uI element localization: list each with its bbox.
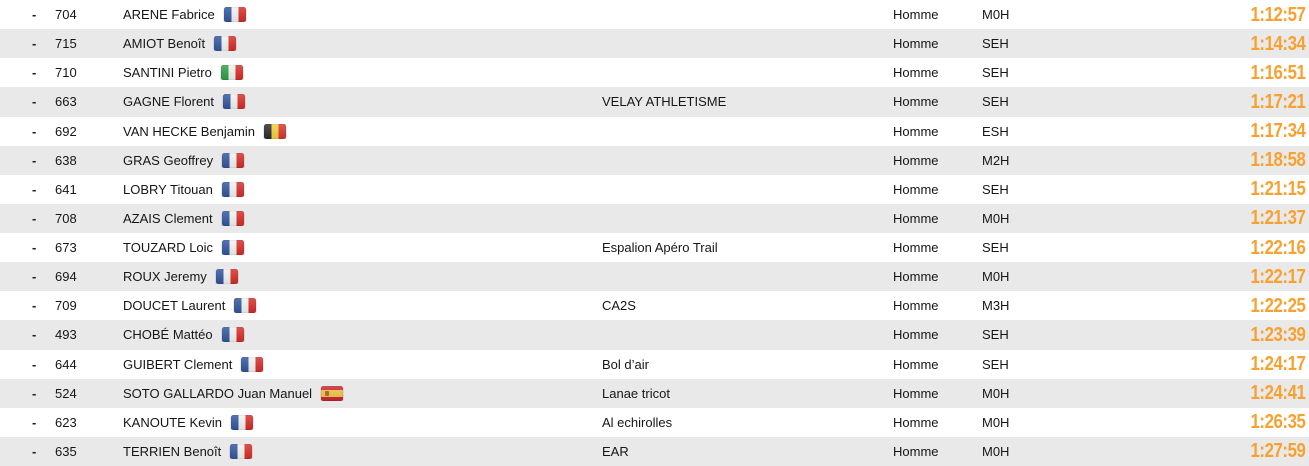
gender-label: Homme	[893, 7, 939, 23]
bib-number: 663	[55, 94, 77, 110]
gender-label: Homme	[893, 210, 939, 226]
club-name: Espalion Apéro Trail	[602, 240, 718, 256]
finish-time: 1:17:34	[1250, 121, 1305, 142]
bib-number: 709	[55, 298, 77, 314]
table-row[interactable]	[0, 0, 1309, 29]
finish-time: 1:22:25	[1250, 295, 1305, 316]
gender-label: Homme	[893, 356, 939, 372]
table-row[interactable]	[0, 58, 1309, 87]
rank-cell: -	[32, 269, 37, 285]
gender-label: Homme	[893, 385, 939, 401]
table-row[interactable]	[0, 320, 1309, 349]
flag-france-icon	[222, 211, 244, 226]
gender-label: Homme	[893, 414, 939, 430]
category-code: M2H	[982, 152, 1010, 168]
rank-cell: -	[32, 36, 37, 52]
finish-time: 1:26:35	[1250, 412, 1305, 433]
runner-name-cell	[123, 357, 602, 372]
rank-cell: -	[32, 327, 37, 343]
category-code: M0H	[982, 7, 1010, 23]
time-cell	[1103, 121, 1309, 141]
bib-number: 694	[55, 269, 77, 285]
table-row[interactable]	[0, 291, 1309, 320]
table-row[interactable]	[0, 204, 1309, 233]
finish-time: 1:22:16	[1250, 237, 1305, 258]
category-code: M0H	[982, 443, 1010, 459]
rank-cell: -	[32, 152, 37, 168]
bib-number: 710	[55, 65, 77, 81]
flag-france-icon	[234, 298, 256, 313]
table-row[interactable]	[0, 233, 1309, 262]
finish-time: 1:23:39	[1250, 324, 1305, 345]
flag-france-icon	[231, 415, 253, 430]
club-name: EAR	[602, 443, 629, 459]
runner-name-cell	[123, 36, 602, 51]
time-cell	[1103, 238, 1309, 258]
category-code: M0H	[982, 414, 1010, 430]
flag-france-icon	[216, 269, 238, 284]
category-code: ESH	[982, 123, 1009, 139]
runner-name: VAN HECKE Benjamin	[123, 123, 255, 139]
category-code: SEH	[982, 327, 1009, 343]
category-code: M0H	[982, 385, 1010, 401]
flag-france-icon	[222, 327, 244, 342]
time-cell	[1103, 325, 1309, 345]
runner-name: ARENE Fabrice	[123, 7, 215, 23]
finish-time: 1:21:37	[1250, 208, 1305, 229]
club-name: Al echirolles	[602, 414, 673, 430]
bib-number: 704	[55, 7, 77, 23]
runner-name-cell	[123, 298, 602, 313]
rank-cell: -	[32, 240, 37, 256]
runner-name-cell	[123, 65, 602, 80]
category-code: M0H	[982, 269, 1010, 285]
club-name: Bol d’air	[602, 356, 649, 372]
runner-name: TERRIEN Benoît	[123, 443, 222, 459]
runner-name: AMIOT Benoît	[123, 36, 206, 52]
bib-number: 524	[55, 385, 77, 401]
finish-time: 1:12:57	[1250, 4, 1305, 25]
flag-france-icon	[222, 240, 244, 255]
flag-france-icon	[230, 444, 252, 459]
category-code: SEH	[982, 36, 1009, 52]
rank-cell: -	[32, 356, 37, 372]
category-code: SEH	[982, 94, 1009, 110]
runner-name: TOUZARD Loic	[123, 240, 214, 256]
flag-france-icon	[223, 94, 245, 109]
rank-cell: -	[32, 414, 37, 430]
runner-name-cell	[123, 386, 602, 401]
rank-cell: -	[32, 94, 37, 110]
rank-cell: -	[32, 7, 37, 23]
finish-time: 1:18:58	[1250, 150, 1305, 171]
bib-number: 708	[55, 210, 77, 226]
runner-name-cell	[123, 94, 602, 109]
runner-name: GRAS Geoffrey	[123, 152, 214, 168]
category-code: SEH	[982, 240, 1009, 256]
flag-france-icon	[222, 153, 244, 168]
time-cell	[1103, 179, 1309, 199]
gender-label: Homme	[893, 36, 939, 52]
runner-name: LOBRY Titouan	[123, 181, 213, 197]
runner-name-cell	[123, 211, 602, 226]
category-code: SEH	[982, 181, 1009, 197]
time-cell	[1103, 5, 1309, 25]
time-cell	[1103, 267, 1309, 287]
table-row[interactable]	[0, 408, 1309, 437]
flag-france-icon	[222, 182, 244, 197]
rank-cell: -	[32, 385, 37, 401]
finish-time: 1:14:34	[1250, 33, 1305, 54]
rank-cell: -	[32, 210, 37, 226]
table-row[interactable]	[0, 87, 1309, 116]
flag-france-icon	[224, 7, 246, 22]
time-cell	[1103, 208, 1309, 228]
gender-label: Homme	[893, 152, 939, 168]
table-row[interactable]	[0, 350, 1309, 379]
finish-time: 1:17:21	[1250, 91, 1305, 112]
gender-label: Homme	[893, 181, 939, 197]
runner-name: AZAIS Clement	[123, 210, 213, 226]
gender-label: Homme	[893, 269, 939, 285]
runner-name-cell	[123, 153, 602, 168]
bib-number: 623	[55, 414, 77, 430]
rank-cell: -	[32, 123, 37, 139]
rank-cell: -	[32, 181, 37, 197]
time-cell	[1103, 92, 1309, 112]
runner-name: GAGNE Florent	[123, 94, 215, 110]
table-row[interactable]	[0, 437, 1309, 466]
gender-label: Homme	[893, 94, 939, 110]
time-cell	[1103, 412, 1309, 432]
club-name: VELAY ATHLETISME	[602, 94, 727, 110]
table-row[interactable]	[0, 29, 1309, 58]
runner-name: KANOUTE Kevin	[123, 414, 222, 430]
rank-cell: -	[32, 443, 37, 459]
flag-belgium-icon	[264, 124, 286, 139]
category-code: SEH	[982, 65, 1009, 81]
time-cell	[1103, 383, 1309, 403]
flag-france-icon	[214, 36, 236, 51]
runner-name-cell	[123, 269, 602, 284]
finish-time: 1:16:51	[1250, 62, 1305, 83]
finish-time: 1:21:15	[1250, 179, 1305, 200]
bib-number: 493	[55, 327, 77, 343]
table-row[interactable]	[0, 175, 1309, 204]
finish-time: 1:22:17	[1250, 266, 1305, 287]
table-row[interactable]	[0, 379, 1309, 408]
gender-label: Homme	[893, 240, 939, 256]
time-cell	[1103, 34, 1309, 54]
table-row[interactable]	[0, 117, 1309, 146]
bib-number: 635	[55, 443, 77, 459]
runner-name: DOUCET Laurent	[123, 298, 226, 314]
finish-time: 1:24:17	[1250, 354, 1305, 375]
club-name: Lanae tricot	[602, 385, 670, 401]
bib-number: 644	[55, 356, 77, 372]
finish-time: 1:24:41	[1250, 383, 1305, 404]
runner-name: ROUX Jeremy	[123, 269, 207, 285]
runner-name-cell	[123, 182, 602, 197]
runner-name: SOTO GALLARDO Juan Manuel	[123, 385, 313, 401]
flag-france-icon	[241, 357, 263, 372]
bib-number: 673	[55, 240, 77, 256]
category-code: M3H	[982, 298, 1010, 314]
bib-number: 715	[55, 36, 77, 52]
runner-name: CHOBÉ Mattéo	[123, 327, 213, 343]
category-code: M0H	[982, 210, 1010, 226]
runner-name-cell	[123, 327, 602, 342]
time-cell	[1103, 150, 1309, 170]
flag-italy-icon	[221, 65, 243, 80]
gender-label: Homme	[893, 443, 939, 459]
time-cell	[1103, 296, 1309, 316]
bib-number: 638	[55, 152, 77, 168]
rank-cell: -	[32, 298, 37, 314]
gender-label: Homme	[893, 65, 939, 81]
table-row[interactable]	[0, 262, 1309, 291]
category-code: SEH	[982, 356, 1009, 372]
rank-cell: -	[32, 65, 37, 81]
runner-name: GUIBERT Clement	[123, 356, 233, 372]
finish-time: 1:27:59	[1250, 441, 1305, 462]
time-cell	[1103, 63, 1309, 83]
table-row[interactable]	[0, 146, 1309, 175]
club-name: CA2S	[602, 298, 636, 314]
runner-name-cell	[123, 124, 602, 139]
bib-number: 692	[55, 123, 77, 139]
gender-label: Homme	[893, 123, 939, 139]
runner-name: SANTINI Pietro	[123, 65, 212, 81]
gender-label: Homme	[893, 327, 939, 343]
runner-name-cell	[123, 415, 602, 430]
gender-label: Homme	[893, 298, 939, 314]
time-cell	[1103, 354, 1309, 374]
runner-name-cell	[123, 240, 602, 255]
flag-spain-icon	[321, 386, 343, 401]
runner-name-cell	[123, 444, 602, 459]
time-cell	[1103, 441, 1309, 461]
runner-name-cell	[123, 7, 602, 22]
bib-number: 641	[55, 181, 77, 197]
